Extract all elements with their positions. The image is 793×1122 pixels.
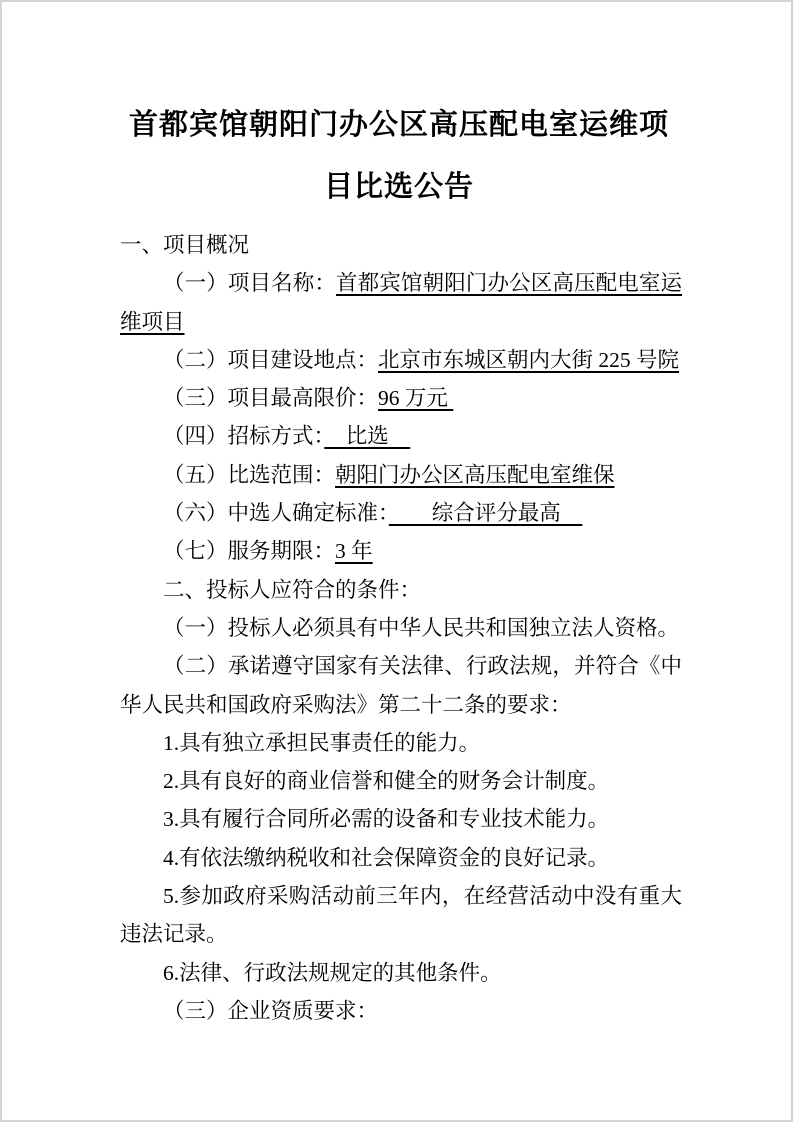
paragraph	[120, 571, 682, 609]
text-run: 1.具有独立承担民事责任的能力。	[163, 730, 481, 755]
text-run: （七）服务期限：	[163, 539, 336, 564]
paragraph	[120, 226, 682, 264]
underlined-value: 96 万元	[378, 386, 454, 411]
paragraph	[120, 609, 682, 647]
paragraph	[120, 839, 682, 877]
text-run: （六）中选人确定标准：	[163, 501, 389, 526]
underlined-value: 首都宾馆朝阳门办公区高压配电室运维项目	[120, 271, 682, 334]
text-run: （二）项目建设地点：	[163, 347, 379, 372]
text-run: （一）项目名称：	[163, 271, 337, 296]
paragraph	[120, 532, 682, 570]
paragraph	[120, 417, 682, 455]
paragraph	[120, 341, 682, 379]
text-run: （二）承诺遵守国家有关法律、行政法规，并符合《中华人民共和国政府采购法》第二十二条的要求：	[120, 654, 682, 717]
text-run: 4.有依法缴纳税收和社会保障资金的良好记录。	[163, 845, 610, 870]
paragraph	[120, 494, 682, 532]
paragraph	[120, 954, 682, 992]
paragraph	[120, 264, 682, 341]
text-run: 一、项目概况	[120, 233, 250, 257]
text-run: （三）企业资质要求：	[163, 998, 379, 1023]
paragraph	[120, 800, 682, 838]
paragraph	[120, 379, 682, 417]
underlined-value: 朝阳门办公区高压配电室维保	[335, 462, 615, 487]
document-title	[118, 94, 680, 218]
text-run: 2.具有良好的商业信誉和健全的财务会计制度。	[163, 769, 610, 794]
document-title-line-2: 目比选公告	[323, 171, 474, 203]
text-run: （一）投标人必须具有中华人民共和国独立法人资格。	[163, 615, 680, 640]
document-body	[120, 226, 682, 1030]
paragraph	[120, 992, 682, 1030]
paragraph	[120, 724, 682, 762]
text-run: 5.参加政府采购活动前三年内，在经营活动中没有重大违法记录。	[120, 884, 682, 947]
document-title-line-1: 首都宾馆朝阳门办公区高压配电室运维项	[128, 109, 669, 141]
paragraph	[120, 647, 682, 724]
paragraph	[120, 762, 682, 800]
text-run: （五）比选范围：	[163, 462, 336, 487]
text-run: 3.具有履行合同所必需的设备和专业技术能力。	[163, 807, 610, 832]
text-run: （四）招标方式：	[163, 424, 325, 449]
underlined-value: 3 年	[335, 539, 373, 564]
underlined-value: 比选	[324, 424, 411, 449]
text-run: 二、投标人应符合的条件：	[163, 577, 422, 602]
text-run: 6.法律、行政法规规定的其他条件。	[163, 960, 502, 985]
text-run: （三）项目最高限价：	[163, 386, 379, 411]
paragraph	[120, 877, 682, 954]
paragraph	[120, 456, 682, 494]
underlined-value: 综合评分最高	[388, 501, 583, 526]
underlined-value: 北京市东城区朝内大街 225 号院	[378, 347, 680, 372]
